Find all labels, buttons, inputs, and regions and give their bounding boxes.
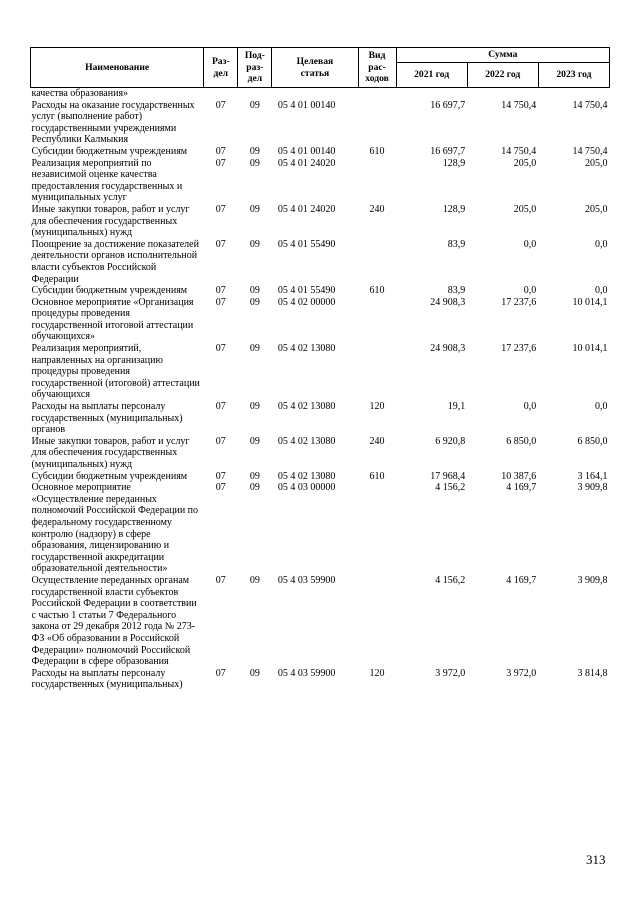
cell-2021: 24 908,3 [430, 343, 466, 355]
cell-target: 05 4 02 13080 [277, 435, 336, 447]
cell-target: 05 4 01 24020 [277, 157, 336, 169]
cell-vid [358, 88, 396, 100]
table-row [31, 146, 610, 158]
cell-2022: 6 850,0 [506, 435, 537, 447]
cell-vid: 240 [369, 203, 385, 215]
cell-target: 05 4 02 13080 [277, 343, 336, 355]
cell-target: 05 4 01 24020 [277, 203, 336, 215]
cell-vid [358, 239, 396, 285]
cell-podrazdel: 09 [249, 203, 260, 215]
header-podrazdel: Под- раз- дел [238, 48, 272, 88]
cell-razdel: 07 [215, 574, 226, 586]
cell-name: Иные закупки товаров, работ и услуг для обеспечения государственных (муниципальных) нужд [31, 435, 190, 470]
table-row [31, 471, 610, 483]
cell-2021: 24 908,3 [430, 296, 466, 308]
cell-2023: 0,0 [595, 401, 608, 413]
cell-podrazdel: 09 [249, 238, 260, 250]
cell-razdel: 07 [215, 401, 226, 413]
cell-2022: 205,0 [513, 157, 537, 169]
header-year-2023: 2023 год [538, 63, 609, 88]
cell-2022: 3 972,0 [506, 667, 537, 679]
cell-name: Расходы на выплаты персоналу государственных (муниципальных) [31, 667, 183, 691]
cell-2023 [538, 88, 609, 100]
cell-razdel: 07 [215, 285, 226, 297]
cell-2021: 83,9 [447, 285, 466, 297]
cell-2022: 4 169,7 [506, 574, 537, 586]
cell-2022 [467, 88, 538, 100]
cell-podrazdel: 09 [249, 482, 260, 494]
cell-razdel [204, 88, 238, 100]
cell-vid: 120 [369, 401, 385, 413]
table-row [31, 239, 610, 285]
cell-2022: 205,0 [513, 203, 537, 215]
cell-razdel: 07 [215, 203, 226, 215]
cell-2023: 3 909,8 [577, 574, 608, 586]
table-row [31, 158, 610, 204]
cell-2023: 3 909,8 [577, 482, 608, 494]
cell-podrazdel: 09 [249, 470, 260, 482]
table-row [31, 482, 610, 575]
cell-2023: 0,0 [595, 285, 608, 297]
cell-2021: 17 968,4 [430, 470, 466, 482]
cell-target: 05 4 01 00140 [277, 99, 336, 111]
cell-target: 05 4 03 59900 [277, 574, 336, 586]
cell-2023: 0,0 [595, 238, 608, 250]
cell-target: 05 4 03 59900 [277, 667, 336, 679]
cell-2021: 16 697,7 [430, 99, 466, 111]
header-target: Целевая статья [272, 48, 358, 88]
budget-table [30, 47, 610, 691]
table-row [31, 100, 610, 146]
cell-2021: 83,9 [447, 238, 466, 250]
cell-vid [358, 482, 396, 575]
table-row [31, 285, 610, 297]
cell-name: Основное мероприятие «Организация процедуры проведения государственной итоговой аттестации обучающихся» [31, 296, 194, 343]
cell-razdel: 07 [215, 99, 226, 111]
cell-vid [358, 575, 396, 668]
cell-2022: 4 169,7 [506, 482, 537, 494]
cell-razdel: 07 [215, 296, 226, 308]
cell-2021: 16 697,7 [430, 145, 466, 157]
cell-name: Поощрение за достижение показателей деятельности органов исполнительной власти субъектов Российской Федерации [31, 238, 199, 285]
page-number: 313 [586, 852, 606, 867]
header-year-2022: 2022 год [467, 63, 538, 88]
cell-vid [358, 158, 396, 204]
cell-razdel: 07 [215, 667, 226, 679]
cell-name: Реализация мероприятий по независимой оценке качества предоставления государственных и муниципальных услуг [31, 157, 183, 204]
cell-name: Расходы на оказание государственных услуг (выполнение работ) государственными учреждениями Республики Калмыкия [31, 99, 195, 146]
cell-podrazdel: 09 [249, 574, 260, 586]
cell-2022: 14 750,4 [501, 99, 537, 111]
header-name: Наименование [31, 48, 204, 88]
table-row [31, 88, 610, 100]
header-sum: Сумма [396, 48, 609, 63]
cell-target: 05 4 01 55490 [277, 285, 336, 297]
cell-razdel: 07 [215, 157, 226, 169]
cell-target: 05 4 01 55490 [277, 238, 336, 250]
cell-2021: 4 156,2 [435, 482, 466, 494]
cell-razdel: 07 [215, 238, 226, 250]
cell-2022: 10 387,6 [501, 470, 537, 482]
cell-2021: 128,9 [442, 203, 466, 215]
cell-podrazdel: 09 [249, 99, 260, 111]
cell-podrazdel: 09 [249, 667, 260, 679]
cell-name: Реализация мероприятий, направленных на организацию процедуры проведения государственной (итоговой) аттестации обучающихся [31, 343, 200, 401]
cell-vid: 610 [369, 145, 385, 157]
cell-podrazdel: 09 [249, 145, 260, 157]
table-header [31, 48, 610, 88]
cell-2021 [396, 88, 467, 100]
cell-2021: 4 156,2 [435, 574, 466, 586]
cell-2023: 10 014,1 [572, 343, 608, 355]
cell-vid [358, 343, 396, 401]
cell-vid [358, 100, 396, 146]
cell-target [272, 88, 358, 100]
cell-name: Расходы на выплаты персоналу государственных (муниципальных) органов [31, 401, 183, 436]
cell-2021: 19,1 [447, 401, 466, 413]
cell-target: 05 4 02 00000 [277, 296, 336, 308]
cell-vid: 240 [369, 435, 385, 447]
cell-2023: 205,0 [585, 203, 608, 215]
cell-target: 05 4 02 13080 [277, 401, 336, 413]
table-row [31, 436, 610, 471]
table-row [31, 575, 610, 668]
cell-target: 05 4 03 00000 [277, 482, 336, 494]
cell-2023: 10 014,1 [572, 296, 608, 308]
cell-podrazdel: 09 [249, 401, 260, 413]
cell-vid: 610 [369, 285, 385, 297]
cell-2022: 0,0 [523, 238, 537, 250]
table-row [31, 297, 610, 343]
table-row [31, 343, 610, 401]
cell-name: Субсидии бюджетным учреждениям [31, 145, 188, 157]
cell-2023: 14 750,4 [572, 145, 608, 157]
cell-vid [358, 297, 396, 343]
cell-podrazdel [238, 88, 272, 100]
cell-podrazdel: 09 [249, 435, 260, 447]
cell-vid: 120 [369, 667, 385, 679]
cell-2022: 14 750,4 [501, 145, 537, 157]
cell-razdel: 07 [215, 343, 226, 355]
table-row [31, 401, 610, 436]
cell-name: Осуществление переданных органам государственной власти субъектов Российской Федерации в соответствии с частью 1 статьи 7 Федерального закона от 29 декабря 2012 года № 273-ФЗ «Об образовании в Российской Федерации» полномочий Российской Федерации в сфере образования [31, 574, 197, 668]
cell-vid: 610 [369, 470, 385, 482]
cell-2022: 0,0 [523, 401, 537, 413]
cell-target: 05 4 01 00140 [277, 145, 336, 157]
cell-name: Субсидии бюджетным учреждениям [31, 285, 188, 297]
cell-2022: 17 237,6 [501, 343, 537, 355]
cell-razdel: 07 [215, 482, 226, 494]
cell-2021: 6 920,8 [435, 435, 466, 447]
cell-target: 05 4 02 13080 [277, 470, 336, 482]
header-razdel: Раз- дел [204, 48, 238, 88]
cell-2023: 3 164,1 [577, 470, 608, 482]
cell-razdel: 07 [215, 145, 226, 157]
cell-podrazdel: 09 [249, 343, 260, 355]
cell-podrazdel: 09 [249, 157, 260, 169]
header-year-2021: 2021 год [396, 63, 467, 88]
cell-razdel: 07 [215, 470, 226, 482]
cell-2023: 3 814,8 [577, 667, 608, 679]
cell-name: Основное мероприятие «Осуществление переданных полномочий Российской Федерации по федеральному государственному контролю (надзору) в сфере образования, лицензированию и государственной аккредитации образовательной деятельности» [31, 482, 199, 575]
cell-name: качества образования» [31, 88, 129, 99]
cell-2021: 3 972,0 [435, 667, 466, 679]
table-body [31, 88, 610, 691]
budget-table-page [30, 47, 610, 691]
cell-2022: 0,0 [523, 285, 537, 297]
cell-name: Иные закупки товаров, работ и услуг для обеспечения государственных (муниципальных) нужд [31, 203, 190, 239]
cell-name: Субсидии бюджетным учреждениям [31, 470, 188, 482]
table-row [31, 204, 610, 239]
cell-podrazdel: 09 [249, 296, 260, 308]
table-row [31, 668, 610, 691]
cell-2023: 14 750,4 [572, 99, 608, 111]
header-vid: Вид рас- ходов [358, 48, 396, 88]
cell-2023: 6 850,0 [577, 435, 608, 447]
cell-2021: 128,9 [442, 157, 466, 169]
cell-podrazdel: 09 [249, 285, 260, 297]
cell-razdel: 07 [215, 435, 226, 447]
cell-2022: 17 237,6 [501, 296, 537, 308]
cell-2023: 205,0 [585, 157, 608, 169]
